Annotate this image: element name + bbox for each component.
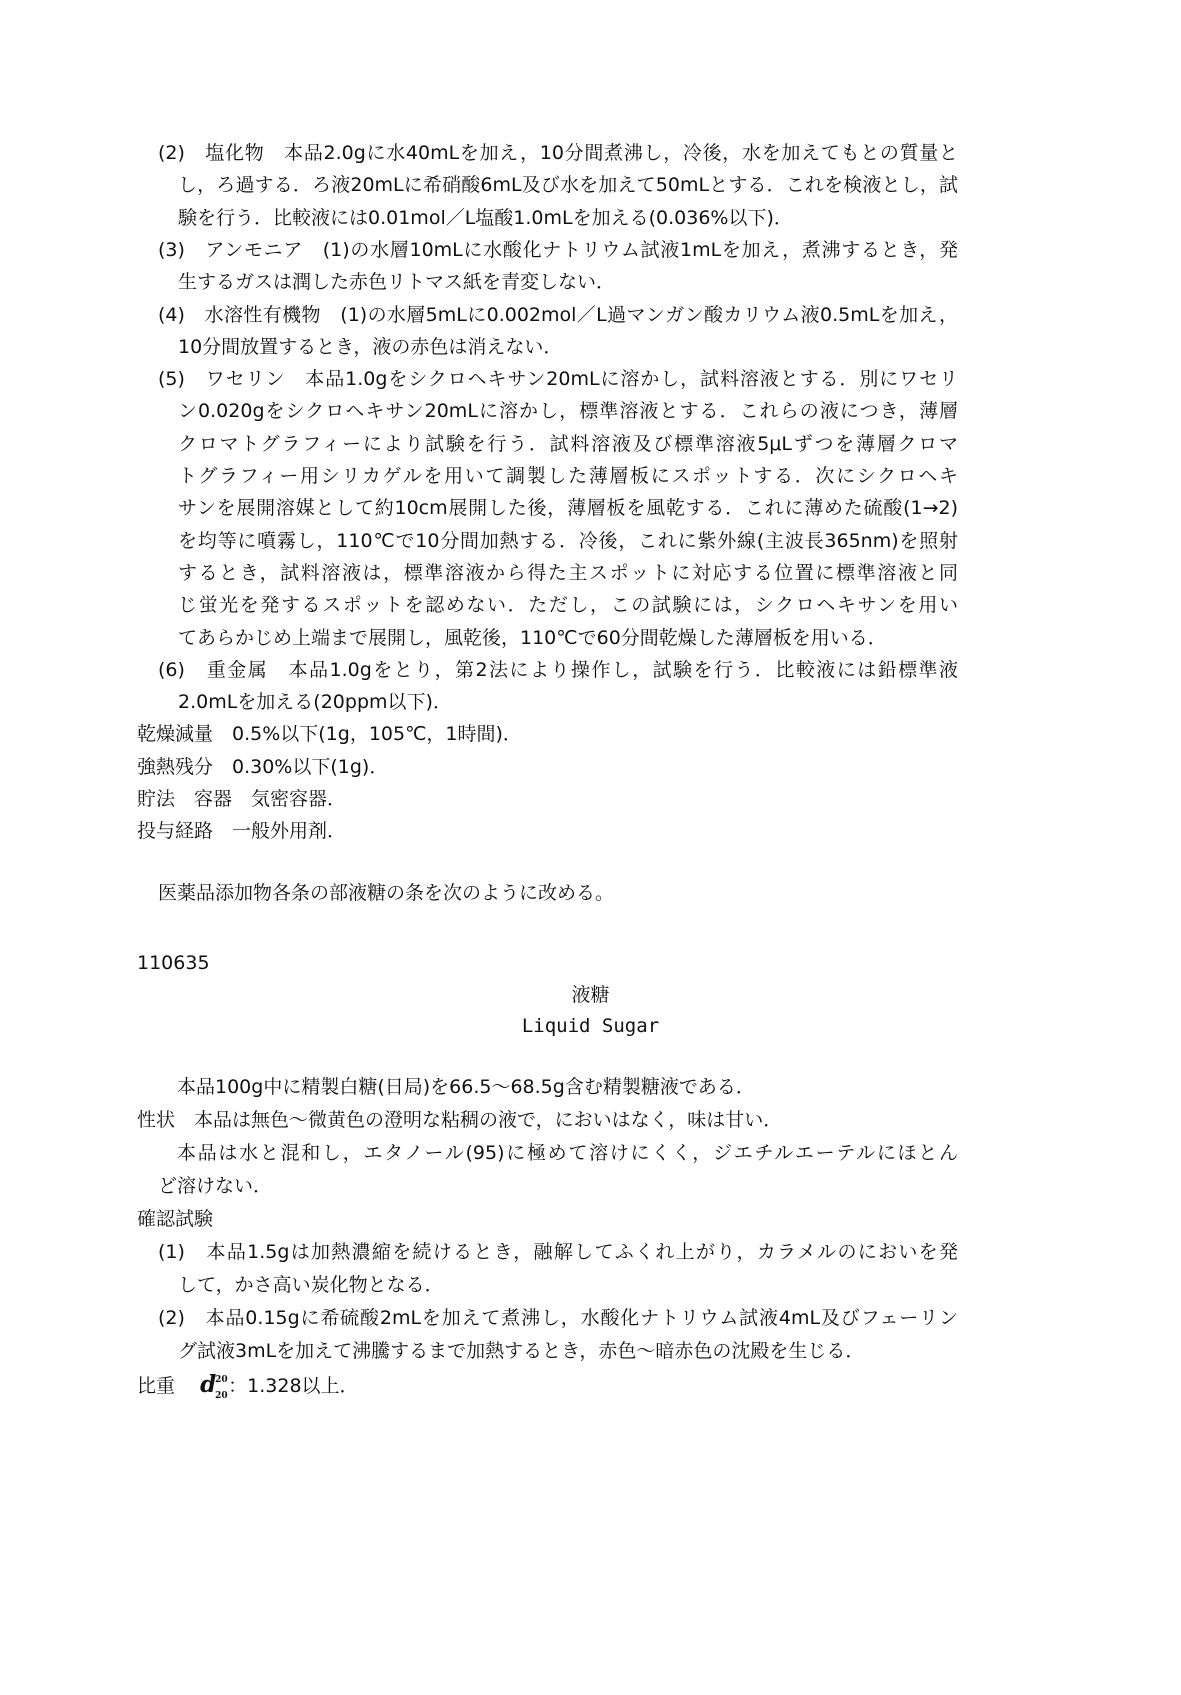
- section2-line-para: 本品は水と混和し，エタノール(95)に極めて溶けにくく，ジエチルエーテルにほとん: [177, 1142, 958, 1164]
- section1-line-item: (3) アンモニア (1)の水層10mLに水酸化ナトリウム試液1mLを加え，煮沸するとき，発: [158, 238, 958, 261]
- section1-line-cont: を均等に噴霧し，110℃で10分間加熱する．冷後，これに紫外線(主波長365nm)を照射: [178, 529, 958, 552]
- section1-line-head: 貯法 容器 気密容器．: [137, 788, 347, 810]
- section2-line-item: (1) 本品1.5gは加熱濃縮を続けるとき，融解してふくれ上がり，カラメルのにおいを発: [158, 1241, 958, 1263]
- section2-line-head: 確認試験: [137, 1208, 214, 1230]
- section2-line-para: 本品100g中に精製白糖(日局)を66.5～68.5g含む精製糖液である．: [177, 1076, 755, 1098]
- specific-gravity: [137, 1371, 359, 1401]
- section1-line-cont2: 2.0mLを加える(20ppm以下)．: [178, 691, 452, 714]
- section1-line-head: 強熱残分 0.30%以下(1g)．: [137, 755, 389, 778]
- section1-line-cont: クロマトグラフィーにより試験を行う．試料溶液及び標準溶液5μLずつを薄層クロマ: [178, 432, 958, 455]
- section1-line-cont: サンを展開溶媒として約10cm展開した後，薄層板を風乾する．これに薄めた硫酸(1→2): [178, 497, 958, 520]
- section1-line-cont: じ蛍光を発するスポットを認めない．ただし，この試験には，シクロヘキサンを用い: [178, 594, 958, 617]
- amendment-text: 医薬品添加物各条の部液糖の条を次のように改める。: [158, 882, 615, 904]
- section1-line-cont: てあらかじめ上端まで展開し，風乾後，110℃で60分間乾燥した薄層板を用いる．: [178, 626, 887, 649]
- section2-line-cont: ど溶けない．: [158, 1175, 273, 1197]
- section1-line-cont: 験を行う．比較液には0.01mol／L塩酸1.0mLを加える(0.036%以下)．: [178, 206, 793, 229]
- section1-line-item: (6) 重金属 本品1.0gをとり，第2法により操作し，試験を行う．比較液には鉛標準液: [158, 658, 958, 681]
- section2-line-cont2: グ試液3mLを加えて沸騰するまで加熱するとき，赤色～暗赤色の沈殿を生じる．: [178, 1340, 865, 1362]
- section1-line-head: 乾燥減量 0.5%以下(1g，105℃，1時間)．: [137, 723, 522, 746]
- section1-line-head: 投与経路 一般外用剤．: [137, 820, 347, 843]
- section1-line-cont: トグラフィー用シリカゲルを用いて調製した薄層板にスポットする．次にシクロヘキ: [178, 465, 958, 487]
- section1-line-cont: 10分間放置するとき，液の赤色は消えない．: [178, 335, 563, 358]
- density-symbol: d 20 20: [200, 1371, 228, 1401]
- specific-gravity-label: 比重: [137, 1375, 195, 1397]
- specific-gravity-value: ：1.328以上．: [228, 1375, 359, 1397]
- section1-line-cont: し，ろ過する．ろ液20mLに希硝酸6mL及び水を加えて50mLとする．これを検液とし，試: [178, 174, 958, 197]
- section1-line-cont: 生するガスは潤した赤色リトマス紙を青変しない．: [178, 271, 616, 294]
- title-english: Liquid Sugar: [521, 1015, 660, 1037]
- article-code: 110635: [137, 952, 210, 974]
- section1-line-item: (2) 塩化物 本品2.0gに水40mLを加え，10分間煮沸し，冷後，水を加えてもとの質量と: [158, 142, 958, 164]
- section1-line-item: (5) ワセリン 本品1.0gをシクロヘキサン20mLに溶かし，試料溶液とする．別にワセリ: [158, 368, 958, 391]
- section1-line-cont: ン0.020gをシクロヘキサン20mLに溶かし，標準溶液とする．これらの液につき，薄層: [178, 400, 958, 423]
- section2-line-item: (2) 本品0.15gに希硫酸2mLを加えて煮沸し，水酸化ナトリウム試液4mL及びフェーリン: [158, 1307, 958, 1329]
- section2-line-head: 性状 本品は無色～微黄色の澄明な粘稠の液で，においはなく，味は甘い．: [137, 1109, 783, 1131]
- title-japanese: 液糖: [571, 984, 610, 1006]
- section1-line-item: (4) 水溶性有機物 (1)の水層5mLに0.002mol／L過マンガン酸カリウム液0.5mLを加え，: [158, 303, 958, 326]
- section2-line-cont2: して，かさ高い炭化物となる．: [178, 1274, 444, 1296]
- section1-line-cont: するとき，試料溶液は，標準溶液から得た主スポットに対応する位置に標準溶液と同: [178, 561, 958, 584]
